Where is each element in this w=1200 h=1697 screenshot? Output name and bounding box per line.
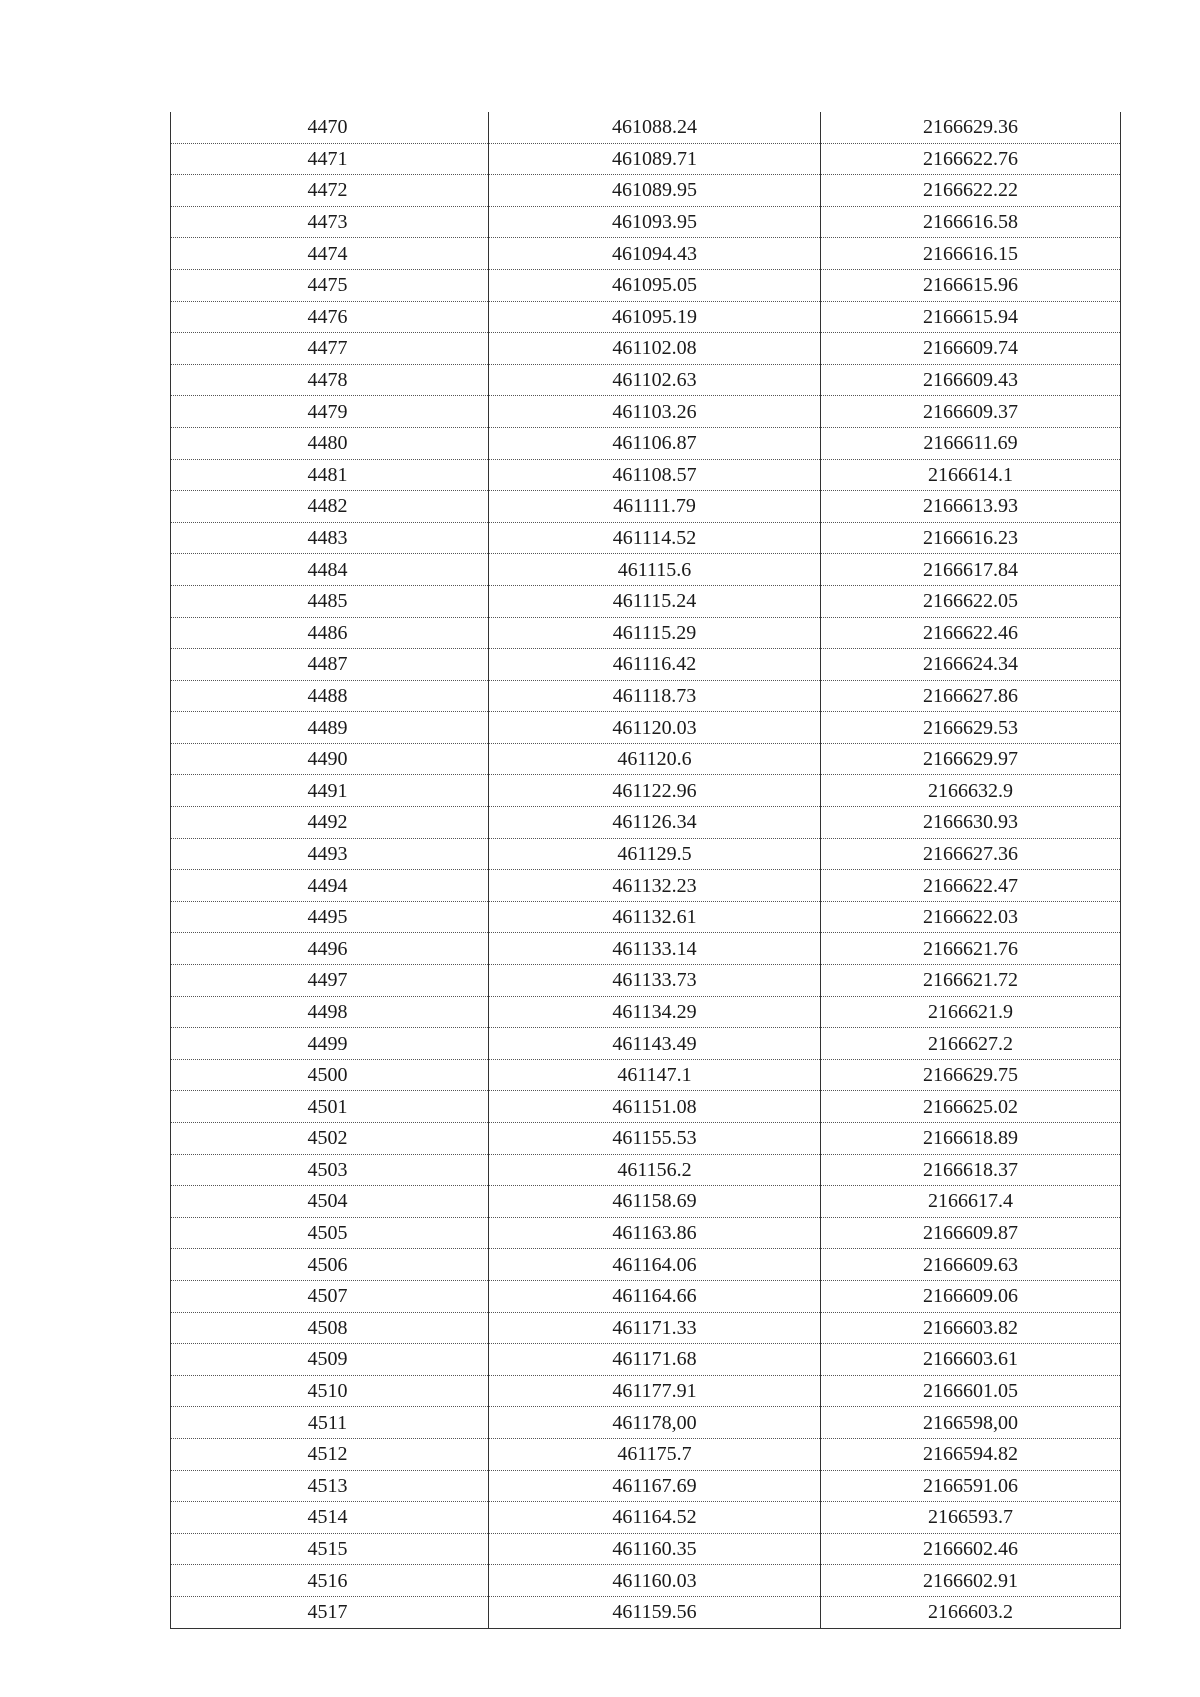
table-row [171,206,1121,238]
point-id-cell: 4506 [171,1249,489,1281]
table-row [171,491,1121,523]
table-row [171,1312,1121,1344]
x-coordinate-cell: 461171.33 [489,1312,821,1344]
x-coordinate-cell: 461095.05 [489,269,821,301]
x-coordinate-cell: 461167.69 [489,1470,821,1502]
y-coordinate-cell: 2166594.82 [821,1438,1121,1470]
point-id-cell: 4489 [171,712,489,744]
x-coordinate-cell: 461156.2 [489,1154,821,1186]
y-coordinate-cell: 2166617.84 [821,554,1121,586]
x-coordinate-cell: 461120.6 [489,743,821,775]
table-row [171,301,1121,333]
point-id-cell: 4512 [171,1438,489,1470]
table-row [171,269,1121,301]
y-coordinate-cell: 2166598,00 [821,1407,1121,1439]
point-id-cell: 4481 [171,459,489,491]
y-coordinate-cell: 2166609.43 [821,364,1121,396]
point-id-cell: 4494 [171,870,489,902]
x-coordinate-cell: 461178,00 [489,1407,821,1439]
x-coordinate-cell: 461089.71 [489,143,821,175]
x-coordinate-cell: 461163.86 [489,1217,821,1249]
x-coordinate-cell: 461114.52 [489,522,821,554]
y-coordinate-cell: 2166614.1 [821,459,1121,491]
table-row [171,585,1121,617]
table-row [171,996,1121,1028]
x-coordinate-cell: 461095.19 [489,301,821,333]
y-coordinate-cell: 2166609.06 [821,1280,1121,1312]
y-coordinate-cell: 2166615.96 [821,269,1121,301]
point-id-cell: 4483 [171,522,489,554]
x-coordinate-cell: 461160.35 [489,1533,821,1565]
y-coordinate-cell: 2166618.37 [821,1154,1121,1186]
x-coordinate-cell: 461160.03 [489,1565,821,1597]
table-row [171,143,1121,175]
point-id-cell: 4493 [171,838,489,870]
table-row [171,175,1121,207]
table-row [171,901,1121,933]
table-row [171,364,1121,396]
y-coordinate-cell: 2166609.37 [821,396,1121,428]
x-coordinate-cell: 461094.43 [489,238,821,270]
y-coordinate-cell: 2166621.76 [821,933,1121,965]
x-coordinate-cell: 461175.7 [489,1438,821,1470]
point-id-cell: 4490 [171,743,489,775]
y-coordinate-cell: 2166593.7 [821,1502,1121,1534]
point-id-cell: 4487 [171,649,489,681]
y-coordinate-cell: 2166601.05 [821,1375,1121,1407]
point-id-cell: 4505 [171,1217,489,1249]
table-row [171,1091,1121,1123]
x-coordinate-cell: 461155.53 [489,1123,821,1155]
point-id-cell: 4499 [171,1028,489,1060]
table-row [171,617,1121,649]
table-row [171,1186,1121,1218]
table-row [171,427,1121,459]
y-coordinate-cell: 2166621.9 [821,996,1121,1028]
point-id-cell: 4514 [171,1502,489,1534]
point-id-cell: 4497 [171,965,489,997]
table-row [171,1533,1121,1565]
x-coordinate-cell: 461164.52 [489,1502,821,1534]
point-id-cell: 4495 [171,901,489,933]
x-coordinate-cell: 461116.42 [489,649,821,681]
x-coordinate-cell: 461132.23 [489,870,821,902]
point-id-cell: 4484 [171,554,489,586]
y-coordinate-cell: 2166625.02 [821,1091,1121,1123]
point-id-cell: 4516 [171,1565,489,1597]
y-coordinate-cell: 2166624.34 [821,649,1121,681]
x-coordinate-cell: 461147.1 [489,1059,821,1091]
x-coordinate-cell: 461108.57 [489,459,821,491]
y-coordinate-cell: 2166616.58 [821,206,1121,238]
table-row [171,743,1121,775]
table-row [171,1407,1121,1439]
y-coordinate-cell: 2166603.61 [821,1344,1121,1376]
x-coordinate-cell: 461102.63 [489,364,821,396]
y-coordinate-cell: 2166622.47 [821,870,1121,902]
x-coordinate-cell: 461115.6 [489,554,821,586]
y-coordinate-cell: 2166622.76 [821,143,1121,175]
x-coordinate-cell: 461093.95 [489,206,821,238]
y-coordinate-cell: 2166629.97 [821,743,1121,775]
x-coordinate-cell: 461106.87 [489,427,821,459]
point-id-cell: 4492 [171,807,489,839]
x-coordinate-cell: 461133.14 [489,933,821,965]
point-id-cell: 4496 [171,933,489,965]
y-coordinate-cell: 2166609.74 [821,333,1121,365]
table-row [171,112,1121,143]
table-row [171,870,1121,902]
table-row [171,1280,1121,1312]
point-id-cell: 4498 [171,996,489,1028]
x-coordinate-cell: 461143.49 [489,1028,821,1060]
table-row [171,807,1121,839]
x-coordinate-cell: 461164.06 [489,1249,821,1281]
point-id-cell: 4509 [171,1344,489,1376]
x-coordinate-cell: 461088.24 [489,112,821,143]
point-id-cell: 4473 [171,206,489,238]
point-id-cell: 4507 [171,1280,489,1312]
point-id-cell: 4478 [171,364,489,396]
y-coordinate-cell: 2166603.82 [821,1312,1121,1344]
x-coordinate-cell: 461089.95 [489,175,821,207]
table-row [171,933,1121,965]
coordinate-table-body [171,112,1121,1628]
y-coordinate-cell: 2166629.75 [821,1059,1121,1091]
point-id-cell: 4471 [171,143,489,175]
x-coordinate-cell: 461158.69 [489,1186,821,1218]
y-coordinate-cell: 2166618.89 [821,1123,1121,1155]
x-coordinate-cell: 461115.24 [489,585,821,617]
point-id-cell: 4485 [171,585,489,617]
point-id-cell: 4477 [171,333,489,365]
table-row [171,680,1121,712]
table-row [171,1438,1121,1470]
x-coordinate-cell: 461171.68 [489,1344,821,1376]
x-coordinate-cell: 461103.26 [489,396,821,428]
x-coordinate-cell: 461129.5 [489,838,821,870]
point-id-cell: 4474 [171,238,489,270]
y-coordinate-cell: 2166602.91 [821,1565,1121,1597]
x-coordinate-cell: 461151.08 [489,1091,821,1123]
point-id-cell: 4480 [171,427,489,459]
table-row [171,1565,1121,1597]
table-row [171,1249,1121,1281]
table-row [171,554,1121,586]
table-row [171,775,1121,807]
point-id-cell: 4470 [171,112,489,143]
y-coordinate-cell: 2166591.06 [821,1470,1121,1502]
point-id-cell: 4508 [171,1312,489,1344]
x-coordinate-cell: 461102.08 [489,333,821,365]
y-coordinate-cell: 2166611.69 [821,427,1121,459]
y-coordinate-cell: 2166622.05 [821,585,1121,617]
y-coordinate-cell: 2166615.94 [821,301,1121,333]
y-coordinate-cell: 2166627.36 [821,838,1121,870]
point-id-cell: 4482 [171,491,489,523]
x-coordinate-cell: 461118.73 [489,680,821,712]
y-coordinate-cell: 2166627.86 [821,680,1121,712]
table-row [171,1470,1121,1502]
point-id-cell: 4504 [171,1186,489,1218]
coordinate-table [170,112,1121,1629]
x-coordinate-cell: 461177.91 [489,1375,821,1407]
point-id-cell: 4472 [171,175,489,207]
point-id-cell: 4517 [171,1596,489,1628]
y-coordinate-cell: 2166629.36 [821,112,1121,143]
x-coordinate-cell: 461126.34 [489,807,821,839]
point-id-cell: 4500 [171,1059,489,1091]
table-row [171,238,1121,270]
y-coordinate-cell: 2166609.87 [821,1217,1121,1249]
point-id-cell: 4501 [171,1091,489,1123]
table-row [171,1375,1121,1407]
y-coordinate-cell: 2166627.2 [821,1028,1121,1060]
y-coordinate-cell: 2166622.03 [821,901,1121,933]
x-coordinate-cell: 461120.03 [489,712,821,744]
y-coordinate-cell: 2166616.15 [821,238,1121,270]
table-row [171,1059,1121,1091]
y-coordinate-cell: 2166609.63 [821,1249,1121,1281]
x-coordinate-cell: 461132.61 [489,901,821,933]
y-coordinate-cell: 2166621.72 [821,965,1121,997]
y-coordinate-cell: 2166613.93 [821,491,1121,523]
y-coordinate-cell: 2166617.4 [821,1186,1121,1218]
x-coordinate-cell: 461164.66 [489,1280,821,1312]
table-row [171,1217,1121,1249]
x-coordinate-cell: 461159.56 [489,1596,821,1628]
table-row [171,838,1121,870]
table-row [171,1028,1121,1060]
point-id-cell: 4476 [171,301,489,333]
point-id-cell: 4511 [171,1407,489,1439]
y-coordinate-cell: 2166629.53 [821,712,1121,744]
point-id-cell: 4502 [171,1123,489,1155]
x-coordinate-cell: 461122.96 [489,775,821,807]
table-row [171,396,1121,428]
x-coordinate-cell: 461133.73 [489,965,821,997]
point-id-cell: 4491 [171,775,489,807]
table-row [171,965,1121,997]
table-row [171,1502,1121,1534]
point-id-cell: 4475 [171,269,489,301]
table-row [171,1596,1121,1628]
y-coordinate-cell: 2166616.23 [821,522,1121,554]
x-coordinate-cell: 461111.79 [489,491,821,523]
x-coordinate-cell: 461134.29 [489,996,821,1028]
table-row [171,522,1121,554]
table-row [171,1154,1121,1186]
point-id-cell: 4486 [171,617,489,649]
point-id-cell: 4488 [171,680,489,712]
point-id-cell: 4510 [171,1375,489,1407]
y-coordinate-cell: 2166603.2 [821,1596,1121,1628]
table-row [171,649,1121,681]
table-row [171,333,1121,365]
y-coordinate-cell: 2166622.22 [821,175,1121,207]
y-coordinate-cell: 2166622.46 [821,617,1121,649]
y-coordinate-cell: 2166602.46 [821,1533,1121,1565]
y-coordinate-cell: 2166630.93 [821,807,1121,839]
point-id-cell: 4515 [171,1533,489,1565]
table-row [171,1344,1121,1376]
point-id-cell: 4479 [171,396,489,428]
x-coordinate-cell: 461115.29 [489,617,821,649]
table-row [171,712,1121,744]
point-id-cell: 4503 [171,1154,489,1186]
table-row [171,459,1121,491]
table-row [171,1123,1121,1155]
y-coordinate-cell: 2166632.9 [821,775,1121,807]
point-id-cell: 4513 [171,1470,489,1502]
